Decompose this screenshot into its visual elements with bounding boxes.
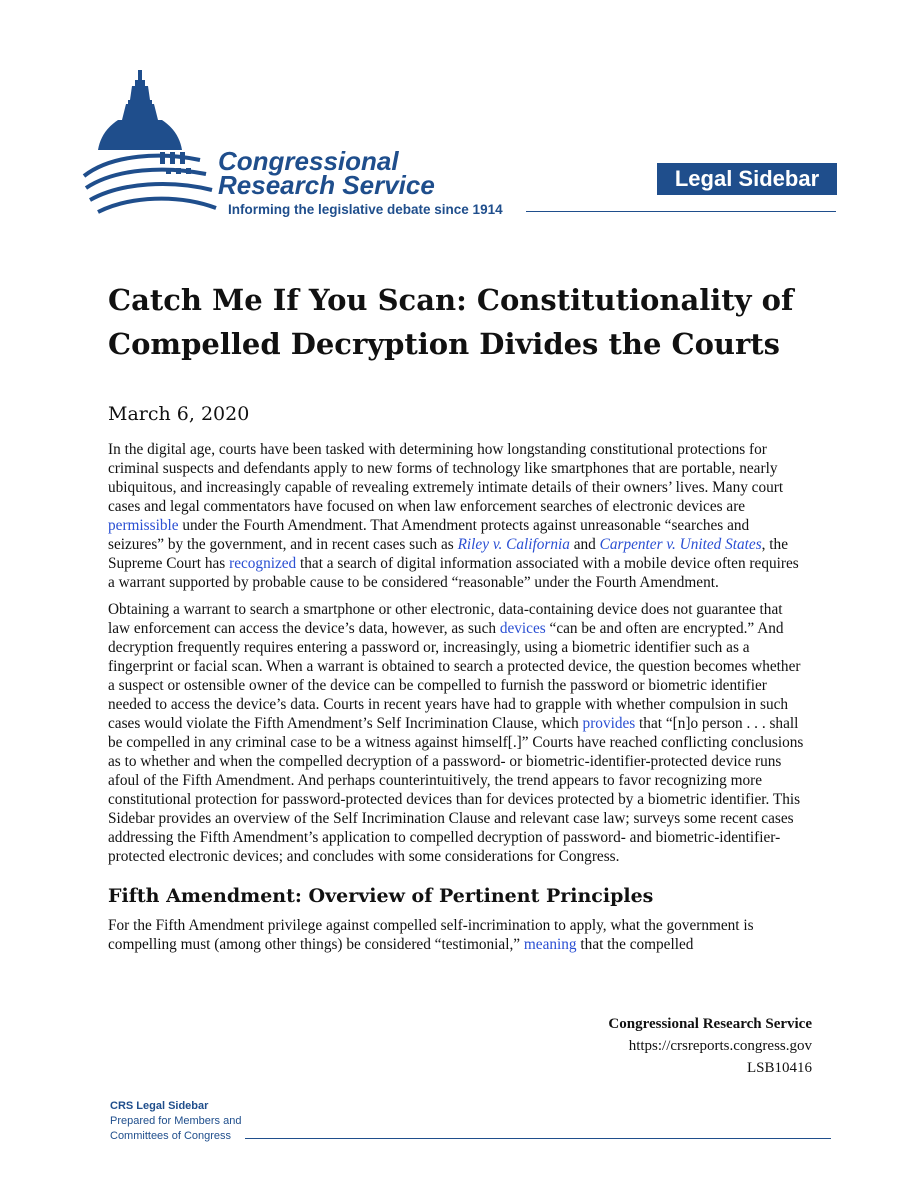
org-name-line2: Research Service xyxy=(218,170,435,200)
text: In the digital age, courts have been tasked with determining how longstanding constitutional protections for criminal suspects and defendants apply to new forms of technology like smartphones that are portable, nearly ubiquitous, and increasingly capable of revealing extremely intimate details of their owners’ lives. Many court cases and legal commentators have focused on when law enforcement searches of electronic devices are xyxy=(108,441,784,515)
paragraph-2 xyxy=(108,600,808,866)
footer-line-3: Committees of Congress xyxy=(110,1130,232,1142)
text: “can be and often are encrypted.” And decryption frequently requires entering a password or, increasingly, using a biometric identifier such as a fingerprint or facial scan. When a warrant is obtained to search a protected device, the question becomes whether a suspect or ostensible owner of the device can be compelled to furnish the password or biometric identifier needed to access the device’s data. Courts in recent years have had to grapple with whether compulsion in such cases would violate the Fifth Amendment’s Self Incrimination Clause, which xyxy=(108,620,801,732)
footer-title: CRS Legal Sidebar xyxy=(110,1100,209,1112)
link-recognized[interactable]: recognized xyxy=(229,555,297,572)
link-permissible[interactable]: permissible xyxy=(108,517,179,534)
org-tagline: Informing the legislative debate since 1914 xyxy=(228,202,503,217)
link-devices[interactable]: devices xyxy=(499,620,546,637)
tagline-rule xyxy=(526,211,836,212)
text: that “[n]o person . . . shall be compelled in any criminal case to be a witness against himself[.]” Courts have reached conflicting conclusions as to whether and when the compelled decryption of a password- or biometric-identifier-protected device runs afoul of the Fifth Amendment. And perhaps counterintuitively, the trend appears to favor recognizing more constitutional protection for password-protected devices than for devices protected by a biometric identifier. This Sidebar provides an overview of the Self Incrimination Clause and relevant case law; surveys some recent cases addressing the Fifth Amendment’s application to compelled decryption of password- and biometric-identifier-protected electronic devices; and concludes with some considerations for Congress. xyxy=(108,715,804,865)
report-id: LSB10416 xyxy=(746,1060,812,1076)
link-meaning[interactable]: meaning xyxy=(523,936,577,953)
crs-url[interactable]: https://crsreports.congress.gov xyxy=(628,1038,812,1054)
org-name-line1: Congressional xyxy=(218,146,399,176)
text: For the Fifth Amendment privilege against compelled self-incrimination to apply, what the government is compelling must (among other things) be considered “testimonial,” xyxy=(108,917,754,953)
text: Obtaining a warrant to search a smartphone or other electronic, data-containing device does not guarantee that law enforcement can access the device’s data, however, as such xyxy=(108,601,783,637)
publication-date: March 6, 2020 xyxy=(108,403,250,425)
paragraph-1 xyxy=(108,440,808,592)
footer xyxy=(110,1099,241,1144)
text: , the Supreme Court has xyxy=(108,536,788,572)
article-body xyxy=(108,440,808,962)
crs-logo xyxy=(82,68,542,218)
footer-rule xyxy=(245,1138,831,1139)
footer-line-2: Prepared for Members and xyxy=(110,1115,242,1127)
crs-info-block xyxy=(608,1013,812,1079)
page-title: Catch Me If You Scan: Constitutionality of Compelled Decryption Divides the Courts xyxy=(108,283,794,361)
text: and xyxy=(569,536,600,553)
paragraph-3 xyxy=(108,916,808,954)
text: under the Fourth Amendment. That Amendment protects against unreasonable “searches and seizures” by the government, and in recent cases such as xyxy=(108,517,750,553)
link-provides[interactable]: provides xyxy=(582,715,636,732)
text: that a search of digital information associated with a mobile device often requires a warrant supported by probable cause to be considered “reasonable” under the Fourth Amendment. xyxy=(108,555,799,591)
link-carpenter-v-united-states[interactable]: Carpenter v. United States xyxy=(599,536,762,553)
section-heading: Fifth Amendment: Overview of Pertinent Principles xyxy=(108,885,654,907)
text: that the compelled xyxy=(576,936,694,953)
capitol-dome-icon xyxy=(82,68,222,218)
link-riley-v-california[interactable]: Riley v. California xyxy=(457,536,570,553)
crs-name: Congressional Research Service xyxy=(608,1016,812,1032)
legal-sidebar-badge: Legal Sidebar xyxy=(657,163,837,195)
